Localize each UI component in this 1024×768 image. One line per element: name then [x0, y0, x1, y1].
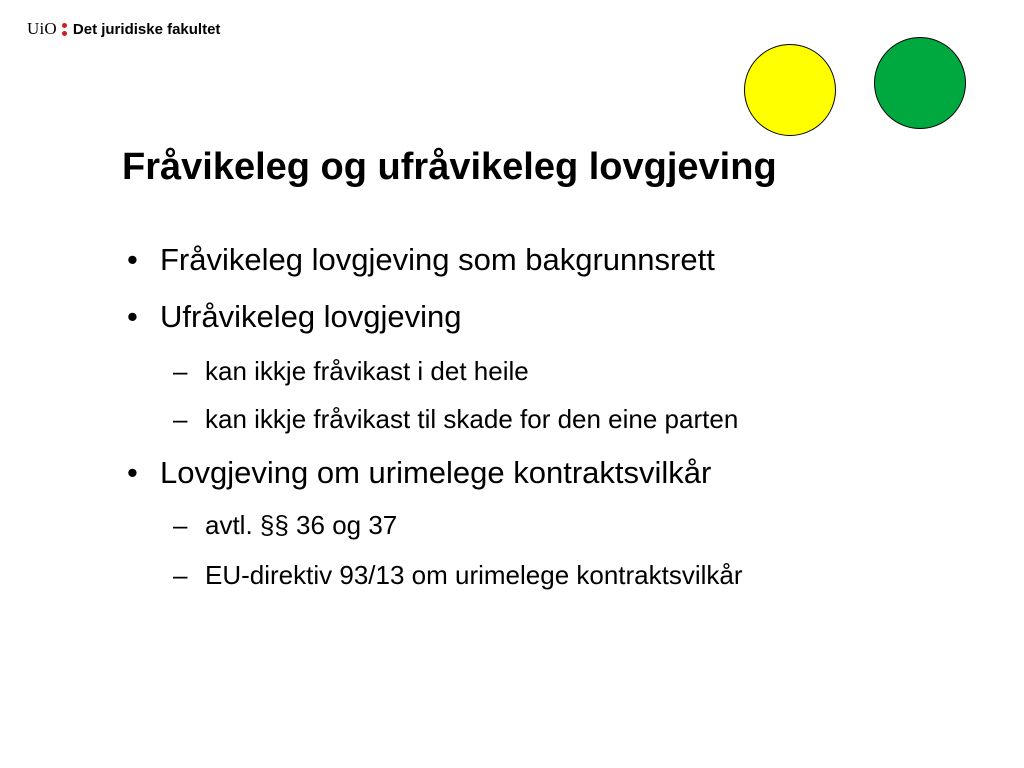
- sub-bullet-text: avtl. §§ 36 og 37: [205, 510, 398, 540]
- green-circle: [874, 37, 966, 129]
- logo-uio-text: UiO: [27, 19, 57, 38]
- sub-bullet-text: kan ikkje fråvikast i det heile: [205, 356, 529, 386]
- bullet-marker: •: [127, 299, 138, 334]
- uio-logo: [27, 18, 220, 40]
- logo-dot-icon: [62, 31, 67, 36]
- sub-bullet-text: kan ikkje fråvikast til skade for den eine parten: [205, 404, 739, 434]
- yellow-circle: [744, 44, 836, 136]
- logo-faculty-name: Det juridiske fakultet: [72, 20, 221, 38]
- slide-title: Fråvikeleg og ufråvikeleg lovgjeving: [122, 146, 777, 188]
- dash-marker: –: [173, 356, 188, 386]
- bullet-marker: •: [127, 455, 138, 490]
- sub-bullet-text: EU-direktiv 93/13 om urimelege kontraktsvilkår: [205, 560, 743, 590]
- bullet-text: Lovgjeving om urimelege kontraktsvilkår: [160, 455, 712, 490]
- logo-dots-icon: [62, 23, 67, 36]
- logo-dot-icon: [62, 23, 67, 28]
- bullet-text: Ufråvikeleg lovgjeving: [160, 299, 462, 334]
- dash-marker: –: [173, 404, 188, 434]
- bullet-marker: •: [127, 242, 138, 277]
- dash-marker: –: [173, 560, 188, 590]
- dash-marker: –: [173, 510, 188, 540]
- bullet-text: Fråvikeleg lovgjeving som bakgrunnsrett: [160, 242, 715, 277]
